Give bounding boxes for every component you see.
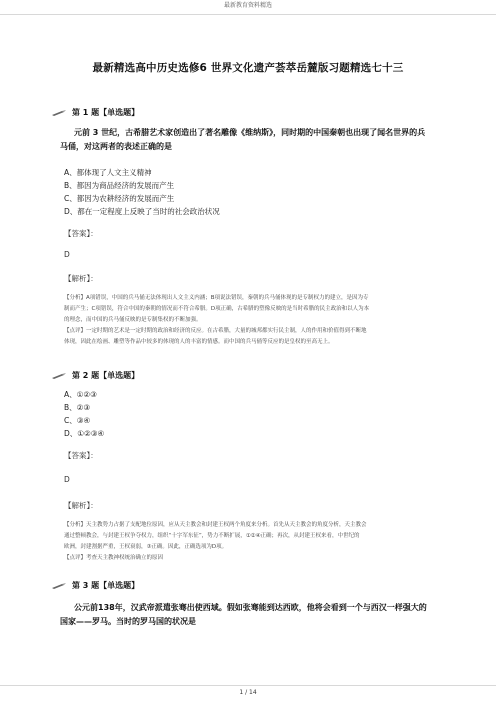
question-1-answer: D: [64, 250, 70, 259]
analysis-line: 【点评】一定时期的艺术是一定时期的政治和经济的反应。在古希腊，大量的城邦都实行民主制，人的作用和价值得到不断地: [64, 328, 367, 334]
question-2-heading: [52, 370, 139, 381]
analysis-line: 欧洲，封建割据严重，王权衰弱，③正确。因此，正确选项为D项。: [64, 544, 228, 550]
question-1-analysis: [64, 293, 444, 348]
question-1-stem-line1: 元前 3 世纪，古希腊艺术家创造出了著名雕像《维纳斯》，同时期的中国秦朝也出现了闻名世界的兵: [74, 128, 426, 137]
question-1-heading: [52, 107, 139, 118]
analysis-line: 通过整顿教会，与封建王权争夺权力，组织“十字军东征”，势力不断扩展，①②④正确；再次，从封建王权来看，中世纪的: [64, 533, 360, 539]
pen-icon: [52, 109, 66, 117]
question-2-answer-label: 【答案】：: [64, 451, 98, 460]
question-3-stem-line2: 国家——罗马。当时的罗马国的状况是: [60, 617, 196, 626]
analysis-line: 的理念，而中国的兵马俑反映的是专制集权的不断加强。: [64, 317, 202, 323]
page-header: 最新教育资料精选: [0, 0, 496, 15]
analysis-line: 制而产生；C项错误，符合中国的秦朝的情况而不符合希腊。D项正确，古希腊的塑像反映的是当时希腊的民主政治和以人为本: [64, 306, 370, 312]
question-2-option-d[interactable]: D、①②③④: [64, 429, 105, 438]
page-footer: [0, 685, 496, 702]
question-1-heading-text: 第 1 题【单选题】: [72, 108, 140, 117]
question-1-option-c[interactable]: C、都因为农耕经济的发展而产生: [64, 194, 175, 203]
document-title: 最新精选高中历史选修6 世界文化遗产荟萃岳麓版习题精选七十三: [92, 62, 404, 74]
question-3-heading-text: 第 3 题【单选题】: [72, 581, 140, 590]
pen-icon: [52, 582, 66, 590]
page-number: 1 / 14: [239, 689, 257, 696]
question-1-option-b[interactable]: B、都因为商品经济的发展而产生: [64, 181, 175, 190]
question-2-answer: D: [64, 475, 70, 484]
question-2-analysis: [64, 520, 444, 564]
analysis-line: 【分析】天主教势力占据了支配地位原因，应从天主教会和封建王权两个角度来分析。首先从天主教会的角度分析，天主教会: [64, 522, 367, 528]
analysis-line: 【点评】考查天主教神权统治确立的原因: [64, 555, 164, 561]
pen-icon: [52, 372, 66, 380]
analysis-line: 体现，因此在绘画、雕塑等作品中较多的体现的人的丰富的情感。而中国的兵马俑等反应的是皇权的至高无上。: [64, 339, 334, 345]
question-1-option-a[interactable]: A、都体现了人文主义精神: [64, 168, 152, 177]
question-2-heading-text: 第 2 题【单选题】: [72, 371, 140, 380]
question-1-analysis-label: 【解析】：: [64, 274, 98, 283]
question-2-option-c[interactable]: C、③④: [64, 416, 91, 425]
question-3-stem: [60, 601, 460, 629]
analysis-line: 【分析】A项错误，中国的兵马俑无法体现出人文主义内涵；B项说法错误，秦朝的兵马俑体现的是专制权力的建立，是因为专: [64, 295, 369, 301]
question-1-stem-line2: 马俑，对这两者的表述正确的是: [60, 142, 172, 151]
question-2-option-a[interactable]: A、①②③: [64, 390, 97, 399]
question-3-heading: [52, 580, 139, 591]
question-3-stem-line1: 公元前138年，汉武帝派遣张骞出使西域。假如张骞能到达西欧，他将会看到一个与西汉一样强大的: [74, 603, 427, 612]
question-1-option-d[interactable]: D、都在一定程度上反映了当时的社会政治状况: [64, 207, 220, 216]
question-1-answer-label: 【答案】：: [64, 229, 98, 238]
question-2-option-b[interactable]: B、②③: [64, 403, 91, 412]
question-1-stem: [60, 126, 460, 154]
question-2-analysis-label: 【解析】：: [64, 501, 98, 510]
